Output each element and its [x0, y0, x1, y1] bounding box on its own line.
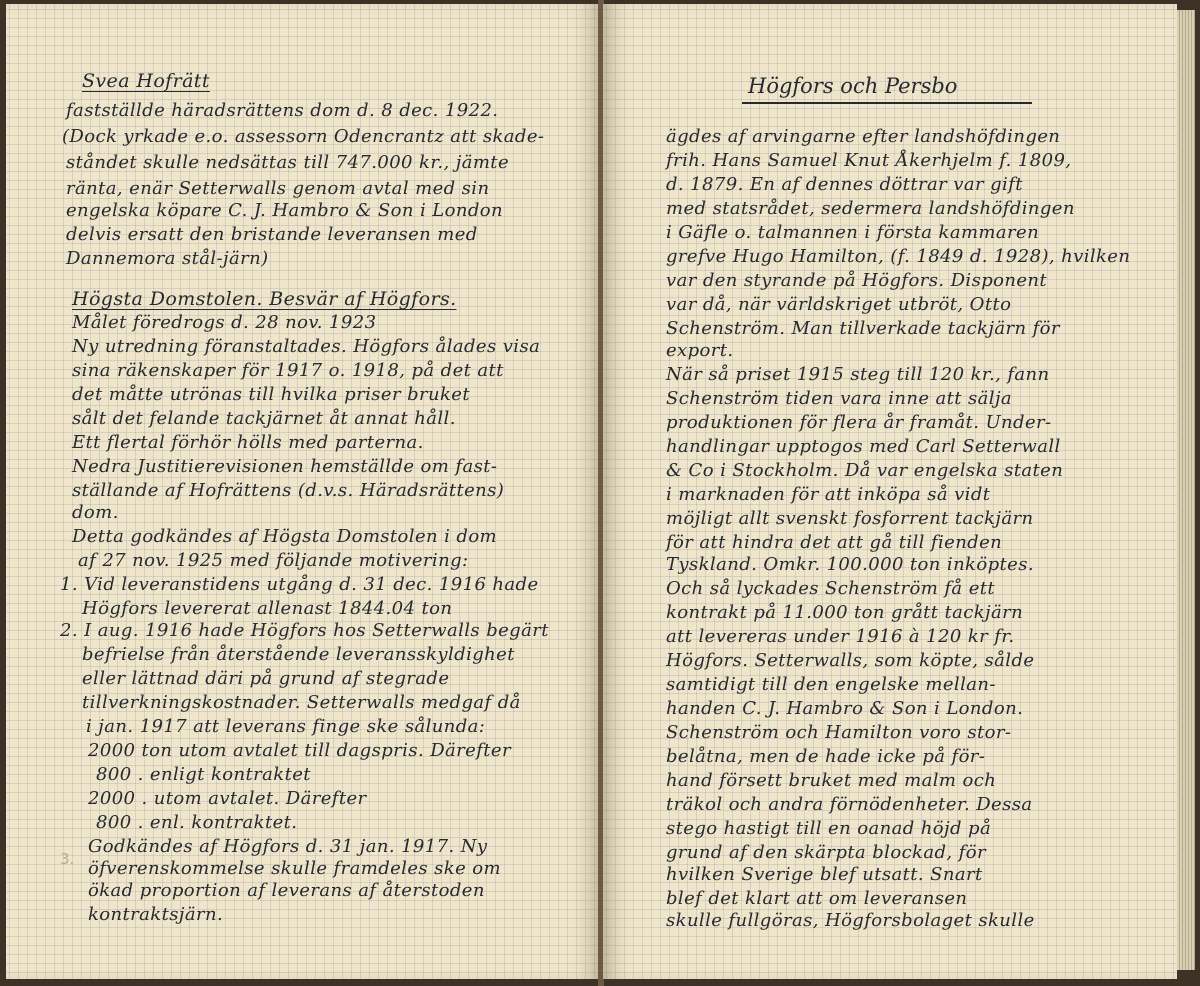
left-line: delvis ersatt den bristande leveransen med: [66, 224, 478, 245]
left-line: ökad proportion af leverans af återstoden: [88, 880, 485, 901]
right-line: handlingar upptogos med Carl Setterwall: [666, 436, 1061, 457]
right-line: blef det klart att om leveransen: [666, 888, 968, 909]
left-line: Högfors levererat allenast 1844.04 ton: [82, 598, 453, 619]
margin-number: 3.: [60, 850, 75, 868]
right-line: Schenström tiden vara inne att sälja: [666, 388, 1013, 409]
left-line: Godkändes af Högfors d. 31 jan. 1917. Ny: [88, 836, 488, 857]
right-line: Och så lyckades Schenström få ett: [666, 578, 996, 599]
right-line: hvilken Sverige blef utsatt. Snart: [666, 864, 983, 885]
right-line: Schenström. Man tillverkade tackjärn för: [666, 318, 1060, 339]
left-line: 800 . enl. kontraktet.: [96, 812, 298, 833]
right-line: kontrakt på 11.000 ton grått tackjärn: [666, 602, 1024, 623]
left-line: ställande af Hofrättens (d.v.s. Häradsrättens): [72, 480, 505, 501]
left-line: ränta, enär Setterwalls genom avtal med sin: [66, 178, 490, 199]
left-line: befrielse från återstående leveransskyldighet: [82, 644, 515, 665]
right-line: i marknaden för att inköpa så vidt: [666, 484, 991, 505]
right-line: var då, när världskriget utbröt, Otto: [666, 294, 1012, 315]
right-line: produktionen för flera år framåt. Under-: [666, 412, 1052, 433]
left-line: fastställde häradsrättens dom d. 8 dec. 1922.: [66, 100, 499, 121]
left-line: öfverenskommelse skulle framdeles ske om: [88, 858, 501, 879]
right-line: & Co i Stockholm. Då var engelska staten: [666, 460, 1064, 481]
right-line: möjligt allt svenskt fosforrent tackjärn: [666, 508, 1034, 529]
left-line: dom.: [72, 502, 119, 523]
right-line: När så priset 1915 steg till 120 kr., fann: [666, 364, 1050, 385]
left-line: 2000 . utom avtalet. Därefter: [88, 788, 367, 809]
left-line: 2. I aug. 1916 hade Högfors hos Setterwalls begärt: [60, 620, 549, 641]
right-line: hand försett bruket med malm och: [666, 770, 997, 791]
left-line: sina räkenskaper för 1917 o. 1918, på det att: [72, 360, 504, 381]
left-line: det måtte utrönas till hvilka priser bruket: [72, 384, 470, 405]
right-line: grefve Hugo Hamilton, (f. 1849 d. 1928), hvilken: [666, 246, 1131, 267]
right-line: Högfors. Setterwalls, som köpte, sålde: [666, 650, 1035, 671]
left-line: eller lättnad däri på grund af stegrade: [82, 668, 450, 689]
left-line: 1. Vid leveranstidens utgång d. 31 dec. 1916 hade: [60, 574, 539, 595]
right-line: för att hindra det att gå till fienden: [666, 532, 1003, 553]
left-line: af 27 nov. 1925 med följande motivering:: [78, 550, 469, 571]
left-line: 2000 ton utom avtalet till dagspris. Därefter: [88, 740, 511, 761]
right-line: grund af den skärpta blockad, för: [666, 842, 986, 863]
left-line: Ett flertal förhör hölls med parterna.: [72, 432, 424, 453]
left-line: Målet föredrogs d. 28 nov. 1923: [72, 312, 377, 333]
left-line: kontraktsjärn.: [88, 904, 224, 925]
left-line: (Dock yrkade e.o. assessorn Odencrantz att skade-: [62, 126, 545, 147]
right-line: Tyskland. Omkr. 100.000 ton inköptes.: [666, 554, 1034, 575]
heading-hogsta-domstolen: Högsta Domstolen. Besvär af Högfors.: [72, 288, 457, 310]
right-line: att levereras under 1916 à 120 kr fr.: [666, 626, 1015, 647]
left-line: Detta godkändes af Högsta Domstolen i dom: [72, 526, 498, 547]
right-line: Schenström och Hamilton voro stor-: [666, 722, 1012, 743]
right-line: med statsrådet, sedermera landshöfdingen: [666, 198, 1075, 219]
right-line: samtidigt till den engelske mellan-: [666, 674, 996, 695]
right-line: handen C. J. Hambro & Son i London.: [666, 698, 1024, 719]
right-page-title: Högfors och Persbo: [748, 74, 958, 98]
right-line: ägdes af arvingarne efter landshöfdingen: [666, 126, 1061, 147]
page-edges: [1177, 10, 1195, 970]
left-line: i jan. 1917 att leverans finge ske sålunda:: [86, 716, 486, 737]
right-line: stego hastigt till en oanad höjd på: [666, 818, 992, 839]
left-line: Dannemora stål-järn): [66, 248, 269, 269]
left-line: tillverkningskostnader. Setterwalls medgaf då: [82, 692, 521, 713]
left-line: Nedra Justitierevisionen hemställde om fast-: [72, 456, 498, 477]
right-line: skulle fullgöras, Högforsbolaget skulle: [666, 910, 1035, 931]
left-line: ståndet skulle nedsättas till 747.000 kr., jämte: [66, 152, 509, 173]
right-line: frih. Hans Samuel Knut Åkerhjelm f. 1809,: [666, 150, 1072, 171]
right-line: belåtna, men de hade icke på för-: [666, 746, 986, 767]
heading-svea-hofratt: Svea Hofrätt: [82, 70, 210, 92]
right-line: d. 1879. En af dennes döttrar var gift: [666, 174, 1023, 195]
right-line: i Gäfle o. talmannen i första kammaren: [666, 222, 1040, 243]
right-line: var den styrande på Högfors. Disponent: [666, 270, 1048, 291]
left-line: Ny utredning föranstaltades. Högfors ålades visa: [72, 336, 541, 357]
left-line: engelska köpare C. J. Hambro & Son i London: [66, 200, 504, 221]
right-line: export.: [666, 340, 734, 361]
left-line: sålt det felande tackjärnet åt annat håll.: [72, 408, 456, 429]
left-line: 800 . enligt kontraktet: [96, 764, 311, 785]
right-line: träkol och andra förnödenheter. Dessa: [666, 794, 1033, 815]
